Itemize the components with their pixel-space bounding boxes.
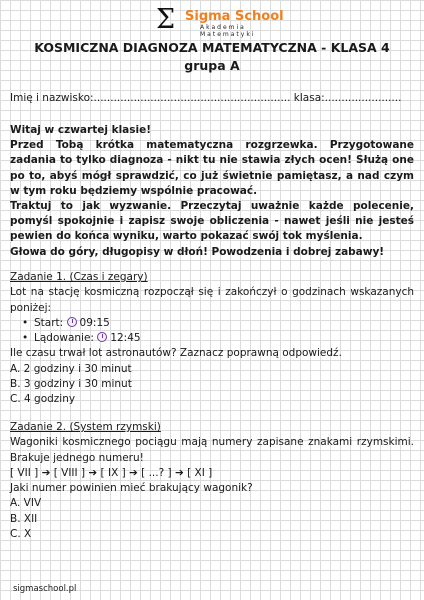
- sigma-school-logo: [156, 5, 296, 39]
- task-2-text: Wagoniki kosmicznego pociągu mają numery zapisane znakami rzymskimi. Brakuje jednego numeru!: [10, 436, 414, 464]
- landing-label: Lądowanie:: [34, 332, 94, 345]
- sigma-icon: Σ: [156, 4, 176, 35]
- logo-name: Sigma School: [185, 9, 284, 24]
- logo-subtitle: [200, 24, 255, 38]
- task-1: [10, 270, 414, 408]
- task-2-heading: Zadanie 2. (System rzymski): [10, 421, 161, 433]
- time-list: [10, 316, 414, 347]
- clock-icon: [97, 332, 107, 342]
- intro-paragraph: Traktuj to jak wyzwanie. Przeczytaj uważnie każde polecenie, pomyśl spokojnie i zapisz swoje obliczenia - nawet jeśli nie jesteś pewien do końca wyniku, warto pokazać swój tok myślenia.: [10, 200, 414, 243]
- intro-greeting: Witaj w czwartej klasie!: [10, 124, 152, 136]
- answer-option-c[interactable]: C. 4 godziny: [10, 393, 76, 406]
- answer-option-c[interactable]: C. X: [10, 528, 32, 541]
- clock-icon: [67, 317, 77, 327]
- answer-option-a[interactable]: A. 2 godziny i 30 minut: [10, 362, 132, 375]
- group-label: grupa A: [184, 58, 240, 73]
- start-time: 09:15: [79, 316, 110, 329]
- answer-option-b[interactable]: B. 3 godziny i 30 minut: [10, 378, 132, 391]
- roman-sequence: [ VII ] ➔ [ VIII ] ➔ [ IX ] ➔ [ ...? ] ➔ [ XI ]: [10, 466, 213, 479]
- task-2: [10, 420, 414, 542]
- task-1-heading: Zadanie 1. (Czas i zegary): [10, 271, 148, 283]
- landing-time: 12:45: [110, 332, 141, 345]
- landing-item: [22, 331, 414, 346]
- name-class-field[interactable]: Imię i nazwisko:........................................................... klasa:.......................: [10, 92, 402, 104]
- task-2-question: Jaki numer powinien mieć brakujący wagonik?: [10, 482, 253, 495]
- footer-website: sigmaschool.pl: [13, 584, 77, 594]
- intro-paragraph: Przed Tobą krótka matematyczna rozgrzewka. Przygotowane zadania to tylko diagnoza - nikt tu nie stawia złych ocen! Służą one po to, abyś mógł sprawdzić, co już świetnie pamiętasz, a nad czym w tym roku będziemy wspólnie pracować.: [10, 139, 414, 197]
- start-label: Start:: [34, 316, 64, 329]
- task-1-question: Ile czasu trwał lot astronautów? Zaznacz poprawną odpowiedź.: [10, 347, 342, 360]
- task-1-text: Lot na stację kosmiczną rozpoczął się i zakończył o godzinach wskazanych poniżej:: [10, 286, 414, 314]
- page-title: KOSMICZNA DIAGNOZA MATEMATYCZNA - KLASA 4: [34, 40, 390, 55]
- intro-closing: Głowa do góry, długopisy w dłoń! Powodzenia i dobrej zabawy!: [10, 245, 385, 258]
- logo-subtitle-line2: Matematyki: [200, 31, 256, 38]
- start-item: [22, 316, 414, 331]
- intro-section: [10, 123, 414, 260]
- answer-option-b[interactable]: B. XII: [10, 512, 38, 525]
- answer-option-a[interactable]: A. VIV: [10, 497, 42, 510]
- logo-subtitle-line1: Akademia: [200, 24, 246, 31]
